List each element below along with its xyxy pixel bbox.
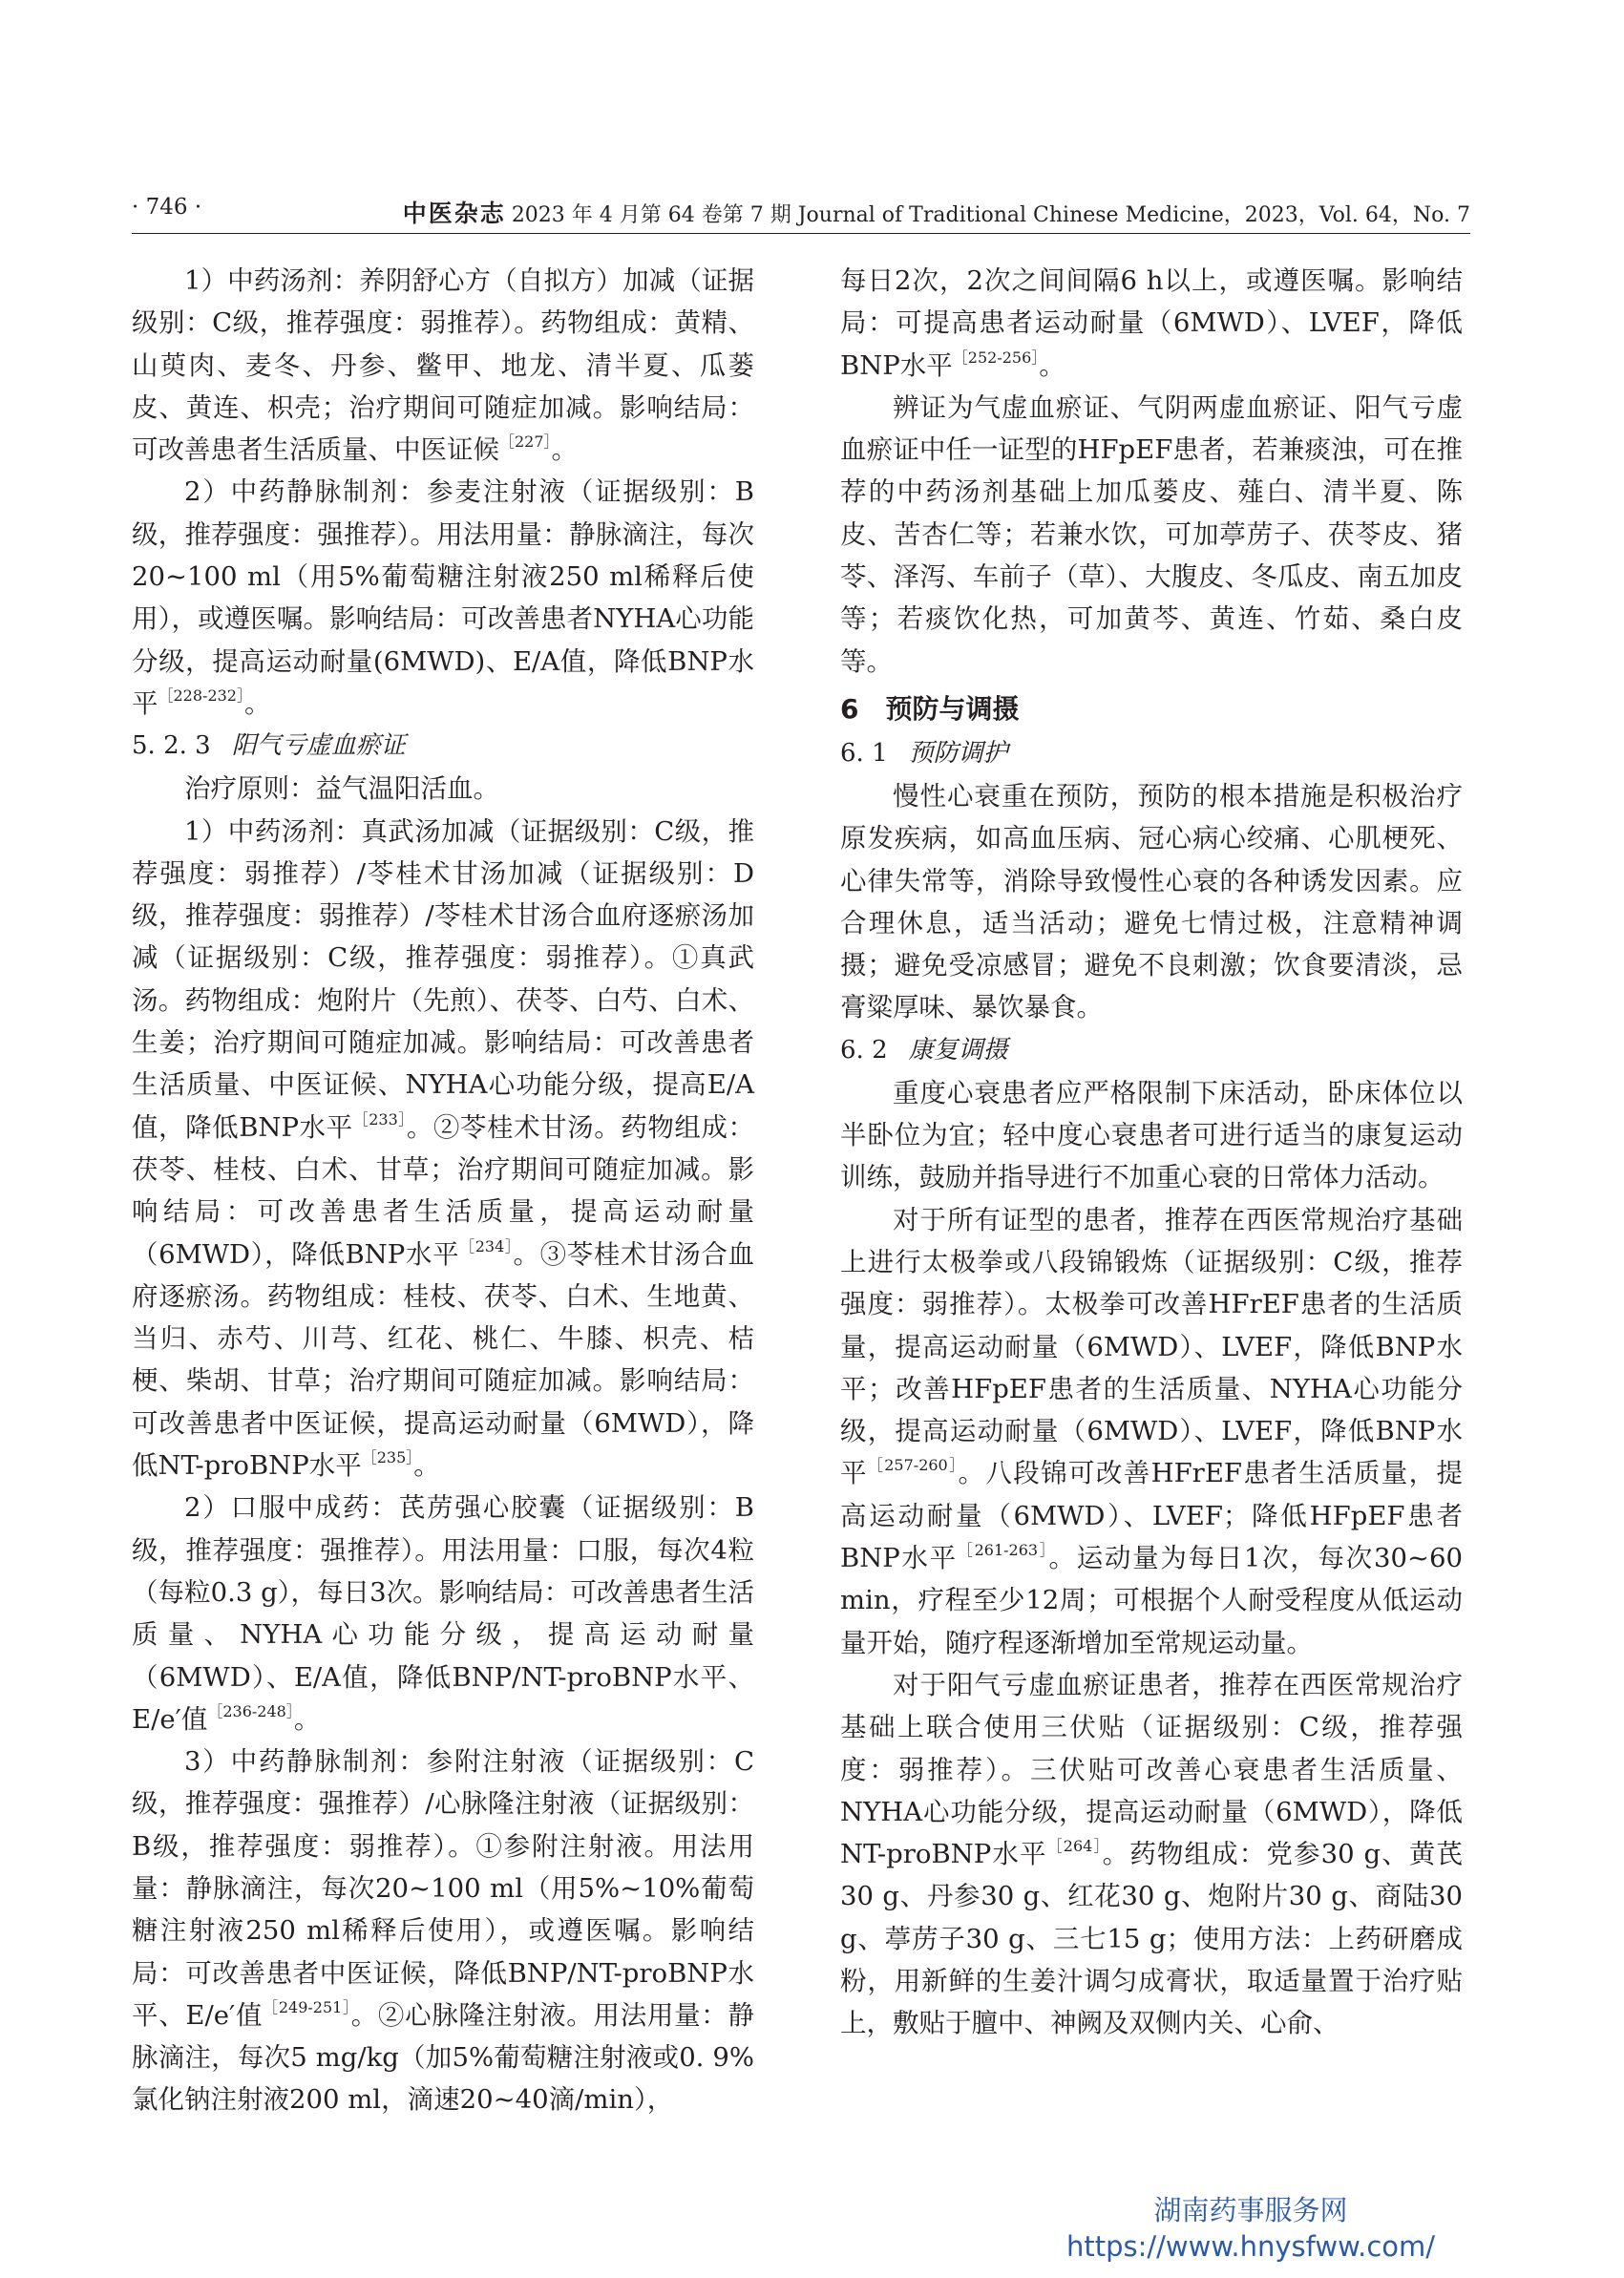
paragraph: 重度心衰患者应严格限制下床活动，卧床体位以半卧位为宜；轻中度心衰患者可进行适当的康复运动训练，鼓励并指导进行不加重心衰的日常体力活动。 bbox=[840, 1077, 1463, 1193]
citation: ［233］ bbox=[352, 1109, 407, 1128]
citation: ［227］ bbox=[499, 432, 552, 452]
left-column bbox=[132, 260, 754, 2121]
citation: ［252-256］ bbox=[952, 348, 1040, 367]
right-column bbox=[840, 260, 1463, 2045]
paragraph: 2）口服中成药：芪苈强心胶囊（证据级别：B级，推荐强度：强推荐）。用法用量：口服，每次4粒（每粒0.3 g），每日3次。影响结局：可改善患者生活质量、NYHA心功能分级，提高运动耐量（6MWD）、E/A值，降低BNP/NT-proBNP水平、E/e′值$^{[236-248]}$。 bbox=[132, 1492, 754, 1735]
journal-info bbox=[403, 195, 1470, 229]
watermark-url: https://www.hnysfww.com/ bbox=[1065, 2230, 1436, 2263]
paragraph: 慢性心衰重在预防，预防的根本措施是积极治疗原发疾病，如高血压病、冠心病心绞痛、心肌梗死、心律失常等，消除导致慢性心衰的各种诱发因素。应合理休息，适当活动；避免七情过极，注意精神调摄；避免受凉感冒；避免不良刺激；饮食要清淡，忌膏粱厚味、暴饮暴食。 bbox=[840, 780, 1463, 1023]
citation: ［234］ bbox=[459, 1236, 514, 1255]
header-rule bbox=[132, 233, 1470, 234]
watermark bbox=[1050, 2192, 1451, 2265]
paragraph: 治疗原则：益气温阳活血。 bbox=[184, 773, 499, 805]
citation: ［228-232］ bbox=[158, 686, 244, 705]
section-heading-5-2-3: 5. 2. 3 阳气亏虚血瘀证 bbox=[132, 731, 406, 761]
paragraph: 对于阳气亏虚血瘀证患者，推荐在西医常规治疗基础上联合使用三伏贴（证据级别：C级，推荐强度：弱推荐）。三伏贴可改善心衰患者生活质量、NYHA心功能分级，提高运动耐量（6MWD），降低NT-proBNP水平$^{[264]}$。药物组成：党参30 g、黄芪30 g、丹参30 g、红花30 g、炮附片30 g、商陆30 g、葶苈子30 g、三七15 g；使用方法：上药研磨成粉，用新鲜的生姜汁调匀成膏状，取适量置于治疗贴上，敷贴于膻中、神阙及双侧内关、心俞、 bbox=[840, 1669, 1463, 2039]
citation: ［235］ bbox=[361, 1448, 414, 1467]
citation: ［264］ bbox=[1046, 1837, 1103, 1856]
issue-info: 2023 年 4 月第 64 卷第 7 期 Journal of Traditional Chinese Medicine，2023，Vol. 64，No. 7 bbox=[511, 203, 1470, 227]
citation: ［249-251］ bbox=[263, 1997, 351, 2016]
paragraph: 1）中药汤剂：真武汤加减（证据级别：C级，推荐强度：弱推荐）/苓桂术甘汤加减（证据级别：D级，推荐强度：弱推荐）/苓桂术甘汤合血府逐瘀汤加减（证据级别：C级，推荐强度：弱推荐）。①真武汤。药物组成：炮附片（先煎）、茯苓、白芍、白术、生姜；治疗期间可随症加减。影响结局：可改善患者生活质量、中医证候、NYHA心功能分级，提高E/A值，降低BNP水平$^{[233]}$。②苓桂术甘汤。药物组成：茯苓、桂枝、白术、甘草；治疗期间可随症加减。影响结局：可改善患者生活质量，提高运动耐量（6MWD），降低BNP水平$^{[234]}$。③苓桂术甘汤合血府逐瘀汤。药物组成：桂枝、茯苓、白术、生地黄、当归、赤芍、川芎、红花、桃仁、牛膝、枳壳、桔梗、柴胡、甘草；治疗期间可随症加减。影响结局：可改善患者中医证候，提高运动耐量（6MWD），降低NT-proBNP水平$^{[235]}$。 bbox=[132, 815, 755, 1482]
citation: ［261-263］ bbox=[957, 1541, 1049, 1560]
paragraph: 辨证为气虚血瘀证、气阴两虚血瘀证、阳气亏虚血瘀证中任一证型的HFpEF患者，若兼痰浊，可在推荐的中药汤剂基础上加瓜蒌皮、薤白、清半夏、陈皮、苦杏仁等；若兼水饮，可加葶苈子、茯苓皮、猪苓、泽泻、车前子（草）、大腹皮、冬瓜皮、南五加皮等；若痰饮化热，可加黄芩、黄连、竹茹、桑白皮等。 bbox=[840, 391, 1463, 677]
watermark-site-name: 湖南药事服务网 bbox=[1153, 2194, 1348, 2226]
paragraph: 每日2次，2次之间间隔6 h以上，或遵医嘱。影响结局：可提高患者运动耐量（6MWD）、LVEF，降低BNP水平$^{[252-256]}$。 bbox=[840, 265, 1463, 381]
paragraph: 3）中药静脉制剂：参附注射液（证据级别：C级，推荐强度：强推荐）/心脉隆注射液（证据级别：B级，推荐强度：弱推荐）。①参附注射液。用法用量：静脉滴注，每次20~100 ml（用5%~10%葡萄糖注射液250 ml稀释后使用），或遵医嘱。影响结局：可改善患者中医证候，降低BNP/NT-proBNP水平、E/e′值$^{[249-251]}$。②心脉隆注射液。用法用量：静脉滴注，每次5 mg/kg（加5%葡萄糖注射液或0. 9%氯化钠注射液200 ml，滴速20~40滴/min）， bbox=[132, 1746, 754, 2116]
section-heading-6-1: 6. 1 预防调护 bbox=[840, 738, 1008, 768]
page-header bbox=[132, 195, 1470, 233]
citation: ［257-260］ bbox=[867, 1456, 959, 1475]
page-number: · 746 · bbox=[132, 195, 202, 220]
citation: ［236-248］ bbox=[207, 1701, 294, 1720]
section-heading-6-2: 6. 2 康复调摄 bbox=[840, 1035, 1008, 1065]
paragraph: 1）中药汤剂：养阴舒心方（自拟方）加减（证据级别：C级，推荐强度：弱推荐）。药物组成：黄精、山萸肉、麦冬、丹参、鳖甲、地龙、清半夏、瓜蒌皮、黄连、枳壳；治疗期间可随症加减。影响结局：可改善患者生活质量、中医证候$^{[227]}$。 bbox=[132, 265, 754, 466]
section-heading-6: 6 预防与调摄 bbox=[840, 692, 1020, 725]
journal-name: 中医杂志 bbox=[402, 200, 506, 227]
paragraph: 2）中药静脉制剂：参麦注射液（证据级别：B级，推荐强度：强推荐）。用法用量：静脉滴注，每次20~100 ml（用5%葡萄糖注射液250 ml稀释后使用），或遵医嘱。影响结局：可改善患者NYHA心功能分级，提高运动耐量(6MWD)、E/A值，降低BNP水平$^{[228-232]}$。 bbox=[132, 476, 754, 719]
paragraph: 对于所有证型的患者，推荐在西医常规治疗基础上进行太极拳或八段锦锻炼（证据级别：C级，推荐强度：弱推荐）。太极拳可改善HFrEF患者的生活质量，提高运动耐量（6MWD）、LVEF，降低BNP水平；改善HFpEF患者的生活质量、NYHA心功能分级，提高运动耐量（6MWD）、LVEF，降低BNP水平$^{[257-260]}$。八段锦可改善HFrEF患者生活质量，提高运动耐量（6MWD）、LVEF；降低HFpEF患者BNP水平$^{[261-263]}$。运动量为每日1次，每次30~60 min，疗程至少12周；可根据个人耐受程度从低运动量开始，随疗程逐渐增加至常规运动量。 bbox=[840, 1204, 1463, 1658]
